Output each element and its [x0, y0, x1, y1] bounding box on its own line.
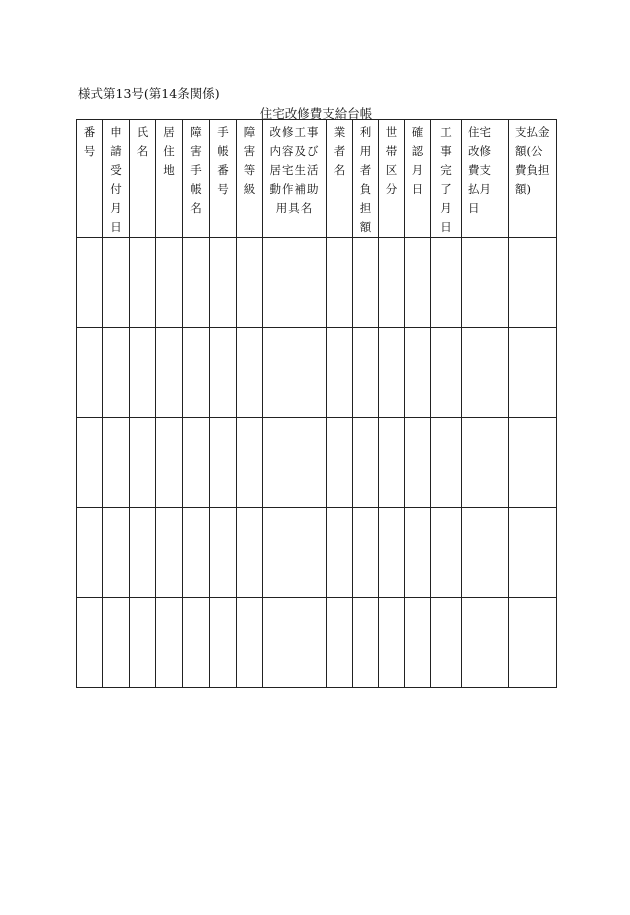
col-header-user-copay: 利用者負担額: [353, 120, 379, 238]
table-row: [77, 328, 557, 418]
form-number-label: 様式第13号(第14条関係): [78, 86, 220, 101]
table-cell: [103, 328, 130, 418]
table-cell: [183, 508, 210, 598]
table-cell: [509, 418, 557, 508]
table-cell: [77, 328, 103, 418]
table-cell: [156, 328, 183, 418]
table-cell: [431, 328, 462, 418]
table-cell: [237, 508, 263, 598]
table-cell: [183, 238, 210, 328]
table-cell: [405, 328, 431, 418]
table-cell: [379, 418, 405, 508]
table-cell: [130, 598, 156, 688]
table-cell: [77, 598, 103, 688]
table-cell: [103, 508, 130, 598]
col-header-renovation-details: 改修工事内容及び居宅生活動作補助用具名: [263, 120, 327, 238]
table-cell: [156, 238, 183, 328]
table-cell: [431, 418, 462, 508]
table-cell: [130, 238, 156, 328]
table-cell: [405, 508, 431, 598]
table-cell: [327, 238, 353, 328]
table-cell: [462, 598, 509, 688]
table-cell: [405, 238, 431, 328]
table-row: [77, 598, 557, 688]
table-cell: [237, 238, 263, 328]
table-cell: [353, 328, 379, 418]
col-header-payment-amount: 支払金額(公費負担額): [509, 120, 557, 238]
table-cell: [183, 598, 210, 688]
table-cell: [263, 598, 327, 688]
table-cell: [237, 418, 263, 508]
table-cell: [327, 508, 353, 598]
table-cell: [130, 508, 156, 598]
col-header-payment-date: 住宅改修費支払月日: [462, 120, 509, 238]
table-row: [77, 508, 557, 598]
table-cell: [237, 598, 263, 688]
table-cell: [462, 508, 509, 598]
table-cell: [327, 598, 353, 688]
table-cell: [77, 238, 103, 328]
table-cell: [156, 418, 183, 508]
housing-renovation-ledger-table: [76, 119, 557, 688]
ledger-body: [77, 238, 557, 688]
table-cell: [431, 508, 462, 598]
table-cell: [103, 418, 130, 508]
table-cell: [263, 418, 327, 508]
col-header-completion-date: 工事完了月日: [431, 120, 462, 238]
table-cell: [130, 328, 156, 418]
col-header-residence: 居住地: [156, 120, 183, 238]
table-cell: [462, 418, 509, 508]
table-cell: [210, 418, 237, 508]
table-cell: [509, 508, 557, 598]
header-row: [77, 120, 557, 238]
table-cell: [327, 418, 353, 508]
table-cell: [353, 598, 379, 688]
table-cell: [263, 238, 327, 328]
table-cell: [379, 328, 405, 418]
table-row: [77, 238, 557, 328]
table-cell: [462, 328, 509, 418]
table-cell: [353, 238, 379, 328]
col-header-disability-grade: 障害等級: [237, 120, 263, 238]
table-cell: [103, 598, 130, 688]
col-header-name: 氏名: [130, 120, 156, 238]
col-header-handbook-number: 手帳番号: [210, 120, 237, 238]
table-cell: [156, 598, 183, 688]
col-header-application-date: 申請受付月日: [103, 120, 130, 238]
table-cell: [431, 238, 462, 328]
table-cell: [210, 508, 237, 598]
table-row: [77, 418, 557, 508]
table-cell: [509, 238, 557, 328]
table-cell: [405, 598, 431, 688]
table-cell: [210, 238, 237, 328]
table-cell: [156, 508, 183, 598]
table-cell: [183, 418, 210, 508]
table-cell: [379, 238, 405, 328]
table-cell: [379, 598, 405, 688]
table-cell: [379, 508, 405, 598]
table-cell: [263, 508, 327, 598]
col-header-confirmation-date: 確認月日: [405, 120, 431, 238]
table-cell: [237, 328, 263, 418]
table-cell: [77, 418, 103, 508]
table-cell: [210, 328, 237, 418]
table-cell: [183, 328, 210, 418]
table-cell: [77, 508, 103, 598]
col-header-number: 番号: [77, 120, 103, 238]
table-cell: [130, 418, 156, 508]
table-cell: [462, 238, 509, 328]
col-header-disability-handbook-name: 障害手帳名: [183, 120, 210, 238]
col-header-household-category: 世帯区分: [379, 120, 405, 238]
ledger-title: 住宅改修費支給台帳: [259, 106, 373, 121]
table-cell: [405, 418, 431, 508]
table-cell: [103, 238, 130, 328]
table-cell: [353, 418, 379, 508]
table-cell: [263, 328, 327, 418]
table-cell: [431, 598, 462, 688]
table-cell: [353, 508, 379, 598]
table-cell: [327, 328, 353, 418]
table-cell: [509, 328, 557, 418]
table-cell: [509, 598, 557, 688]
table-cell: [210, 598, 237, 688]
col-header-contractor-name: 業者名: [327, 120, 353, 238]
